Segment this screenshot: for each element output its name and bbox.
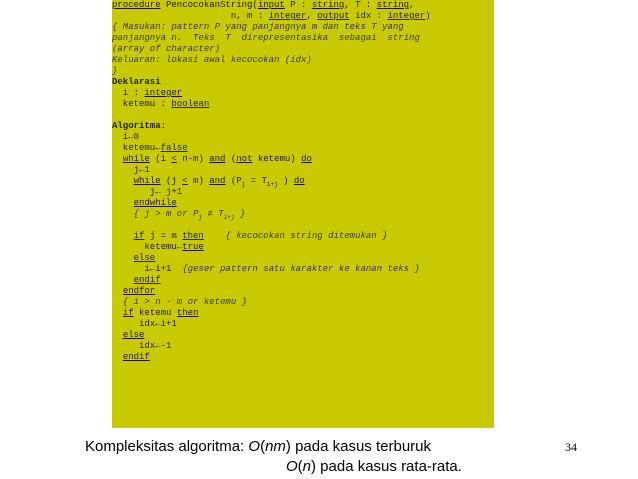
cmt-b: T bbox=[212, 209, 224, 219]
w2b: m) bbox=[187, 176, 210, 186]
kw-while-2: while bbox=[133, 176, 161, 186]
deklarasi-heading: Deklarasi bbox=[112, 77, 161, 87]
endfor-line bbox=[112, 286, 494, 297]
indent bbox=[112, 275, 134, 285]
kw-and-2: and bbox=[209, 176, 226, 186]
complexity-footer bbox=[85, 437, 462, 477]
indent bbox=[112, 352, 123, 362]
outer-while: while (i < n-m) and (not ketemu) do bbox=[122, 154, 312, 164]
w2c: (P bbox=[225, 176, 242, 186]
algoritma-label: Algoritma bbox=[112, 121, 161, 131]
decl-i-type: integer bbox=[144, 88, 183, 98]
indent bbox=[112, 198, 134, 208]
w1b: n-m) bbox=[176, 154, 210, 164]
algoritma-heading bbox=[112, 121, 494, 132]
kw-endwhile: endwhile bbox=[133, 198, 177, 208]
kw-false: false bbox=[160, 143, 188, 153]
w2e: ) bbox=[277, 176, 294, 186]
stmt-j-inc: j← j+1 bbox=[112, 187, 183, 197]
comment-line-4: Keluaran: lokasi awal kecocokan (idx) bbox=[112, 55, 312, 65]
param-nm: n, m : bbox=[112, 11, 269, 21]
kw-endif-1: endif bbox=[133, 275, 161, 285]
if-ketemu bbox=[112, 308, 494, 319]
kw-while-1: while bbox=[122, 154, 150, 164]
cmt-c: } bbox=[234, 209, 246, 219]
complexity-prefix: Kompleksitas algoritma: bbox=[85, 438, 249, 455]
big-o-2: O bbox=[286, 458, 298, 475]
endif-1 bbox=[112, 275, 494, 286]
if1-cond: j = m bbox=[144, 231, 183, 241]
kw-procedure: procedure bbox=[112, 0, 161, 10]
indent bbox=[112, 286, 123, 296]
kw-and-1: and bbox=[209, 154, 226, 164]
comma-1: , bbox=[409, 0, 415, 10]
endwhile-line bbox=[112, 198, 494, 209]
var-n: n bbox=[302, 458, 312, 475]
kw-endfor: endfor bbox=[122, 286, 156, 296]
algoritma-colon: : bbox=[160, 121, 167, 131]
w1d: ketemu) bbox=[252, 154, 302, 164]
complexity-worst: Kompleksitas algoritma: O(nm) pada kasus terburuk bbox=[85, 438, 431, 455]
w1a: (i bbox=[149, 154, 172, 164]
endif-2 bbox=[112, 352, 494, 363]
complexity-average: O(n) pada kasus rata-rata. bbox=[286, 458, 462, 475]
indent bbox=[112, 330, 123, 340]
kw-if-2: if bbox=[122, 308, 134, 318]
stmt-ketemu-true bbox=[112, 242, 494, 253]
kw-else-1: else bbox=[133, 253, 156, 263]
kw-not: not bbox=[236, 154, 253, 164]
stmt-ketemu-lhs-2: ketemu← bbox=[112, 242, 183, 252]
kw-then-1: then bbox=[182, 231, 204, 241]
type-string-1: string bbox=[311, 0, 345, 10]
if-match bbox=[112, 231, 494, 242]
proc-name: PencocokanString( bbox=[160, 0, 258, 10]
w2a: (j bbox=[160, 176, 183, 186]
comment-line-3: (array of character) bbox=[112, 44, 221, 54]
type-string-2: string bbox=[376, 0, 410, 10]
else-1 bbox=[112, 253, 494, 264]
var-nm: nm bbox=[265, 438, 286, 455]
w1c: ( bbox=[225, 154, 237, 164]
decl-i bbox=[112, 88, 494, 99]
indent bbox=[112, 176, 134, 186]
indent bbox=[112, 308, 123, 318]
comment-line-1: { Masukan: pattern P yang panjangnya m dan teks T yang bbox=[112, 22, 404, 32]
stmt-i-inc-comment: {geser pattern satu karakter ke kanan teks } bbox=[171, 264, 420, 274]
comment-line-2: panjangnya n. Teks T direpresentasika sebagai string bbox=[112, 33, 420, 43]
else-2 bbox=[112, 330, 494, 341]
if1-comment: { kecocokan string ditemukan } bbox=[203, 231, 388, 241]
decl-ketemu-type: boolean bbox=[171, 99, 210, 109]
average-case-text: ) pada kasus rata-rata. bbox=[311, 458, 462, 475]
kw-else-2: else bbox=[122, 330, 145, 340]
kw-true: true bbox=[182, 242, 204, 252]
decl-i-name: i : bbox=[112, 88, 145, 98]
code-line-1 bbox=[112, 0, 494, 11]
pseudocode-block bbox=[112, 0, 494, 428]
stmt-idx-notfound: idx←-1 bbox=[112, 341, 172, 351]
kw-then-2: then bbox=[176, 308, 199, 318]
cmt-a: { j > m or P bbox=[112, 209, 199, 219]
w2d: = T bbox=[245, 176, 267, 186]
decl-ketemu-name: ketemu : bbox=[112, 99, 172, 109]
stmt-i-init: i←0 bbox=[112, 132, 140, 142]
kw-endif-2: endif bbox=[122, 352, 150, 362]
comment-after-while: { j > m or $P_j \ne T_{i+j}$ } bbox=[112, 209, 246, 221]
indent bbox=[112, 253, 134, 263]
kw-if-1: if bbox=[133, 231, 145, 241]
code-line-2 bbox=[112, 11, 494, 22]
param-idx: idx : bbox=[349, 11, 388, 21]
kw-input: input bbox=[257, 0, 285, 10]
stmt-i-inc-text: i←i+1 bbox=[112, 264, 172, 274]
comment-after-for: { i > n - m or ketemu } bbox=[112, 297, 248, 307]
big-o-1: O bbox=[248, 438, 261, 455]
type-integer-1: integer bbox=[268, 11, 307, 21]
param-p: P : bbox=[284, 0, 312, 10]
page-number: 34 bbox=[565, 440, 577, 454]
indent bbox=[112, 231, 134, 241]
if2-cond: ketemu bbox=[133, 308, 177, 318]
inner-while: while (j < m) and ($P_j = T_{i+j}$ ) do bbox=[112, 176, 494, 187]
comment-line-5: } bbox=[112, 66, 118, 76]
type-integer-2: integer bbox=[387, 11, 426, 21]
stmt-ketemu-init bbox=[112, 143, 494, 154]
kw-do-2: do bbox=[293, 176, 305, 186]
stmt-i-inc bbox=[112, 264, 494, 275]
stmt-j-init: j←1 bbox=[112, 165, 150, 175]
stmt-ketemu-lhs: ketemu← bbox=[112, 143, 161, 153]
stmt-idx-found: idx←i+1 bbox=[112, 319, 177, 329]
comma-2: , bbox=[306, 11, 318, 21]
decl-ketemu bbox=[112, 99, 494, 110]
close-paren: ) bbox=[425, 11, 431, 21]
worst-case-text: ) pada kasus terburuk bbox=[285, 438, 431, 455]
kw-output: output bbox=[317, 11, 350, 21]
param-t: , T : bbox=[344, 0, 377, 10]
kw-do-1: do bbox=[301, 154, 312, 164]
